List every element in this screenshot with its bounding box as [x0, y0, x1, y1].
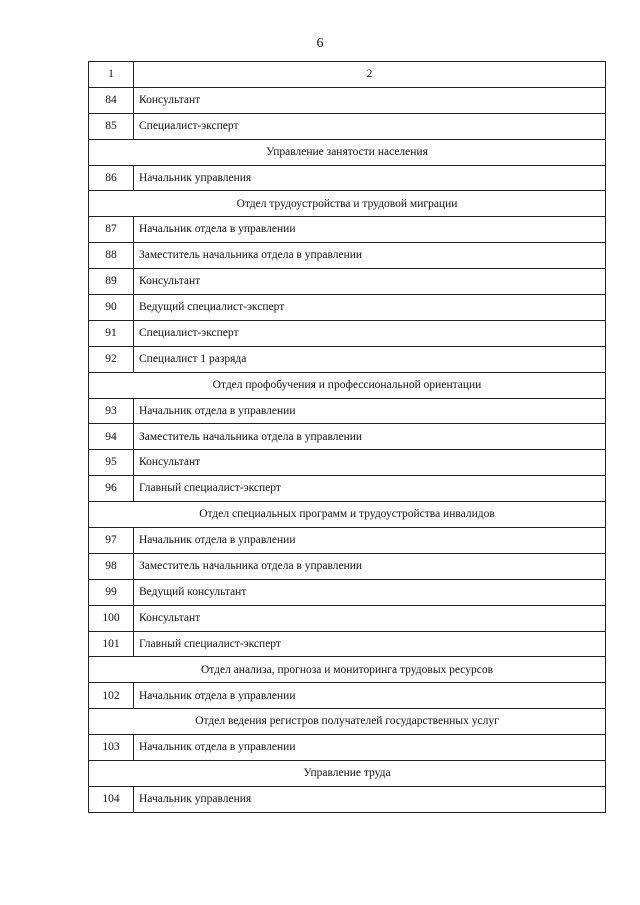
position-number: 84: [89, 87, 134, 113]
position-number: 94: [89, 424, 134, 450]
table-header-row: [89, 62, 606, 88]
position-title: Заместитель начальника отдела в управлении: [134, 243, 606, 269]
section-row: [89, 372, 606, 398]
table-row: [89, 424, 606, 450]
position-number: 89: [89, 269, 134, 295]
position-title: Начальник управления: [134, 165, 606, 191]
position-number: 85: [89, 113, 134, 139]
section-row: [89, 502, 606, 528]
column-number-header: 1: [89, 62, 134, 88]
table-row: [89, 295, 606, 321]
position-number: 88: [89, 243, 134, 269]
table-row: [89, 269, 606, 295]
positions-table-body: [89, 62, 606, 813]
table-row: [89, 528, 606, 554]
table-row: [89, 165, 606, 191]
table-row: [89, 579, 606, 605]
section-title: Отдел профобучения и профессиональной ориентации: [89, 372, 606, 398]
position-title: Начальник отдела в управлении: [134, 735, 606, 761]
section-title: Отдел ведения регистров получателей государственных услуг: [89, 709, 606, 735]
position-number: 102: [89, 683, 134, 709]
section-title: Управление труда: [89, 761, 606, 787]
position-title: Специалист 1 разряда: [134, 346, 606, 372]
position-number: 98: [89, 553, 134, 579]
position-title: Начальник отдела в управлении: [134, 217, 606, 243]
section-row: [89, 657, 606, 683]
position-number: 93: [89, 398, 134, 424]
section-title: Управление занятости населения: [89, 139, 606, 165]
table-row: [89, 217, 606, 243]
position-title: Начальник отдела в управлении: [134, 683, 606, 709]
position-number: 95: [89, 450, 134, 476]
position-title: Начальник отдела в управлении: [134, 528, 606, 554]
position-title: Ведущий специалист-эксперт: [134, 295, 606, 321]
table-row: [89, 113, 606, 139]
position-number: 96: [89, 476, 134, 502]
position-title: Консультант: [134, 87, 606, 113]
table-row: [89, 450, 606, 476]
position-title: Заместитель начальника отдела в управлении: [134, 553, 606, 579]
table-row: [89, 553, 606, 579]
table-row: [89, 735, 606, 761]
section-title: Отдел трудоустройства и трудовой миграции: [89, 191, 606, 217]
table-row: [89, 398, 606, 424]
section-row: [89, 139, 606, 165]
position-number: 97: [89, 528, 134, 554]
position-title: Консультант: [134, 450, 606, 476]
position-title: Начальник отдела в управлении: [134, 398, 606, 424]
position-number: 91: [89, 320, 134, 346]
position-title: Специалист-эксперт: [134, 113, 606, 139]
table-row: [89, 786, 606, 812]
section-title: Отдел анализа, прогноза и мониторинга трудовых ресурсов: [89, 657, 606, 683]
position-number: 100: [89, 605, 134, 631]
positions-table: [88, 61, 606, 813]
table-row: [89, 320, 606, 346]
table-row: [89, 605, 606, 631]
table-row: [89, 683, 606, 709]
position-title: Начальник управления: [134, 786, 606, 812]
table-row: [89, 87, 606, 113]
position-number: 87: [89, 217, 134, 243]
position-title: Главный специалист-эксперт: [134, 476, 606, 502]
position-number: 103: [89, 735, 134, 761]
position-title: Ведущий консультант: [134, 579, 606, 605]
position-title: Специалист-эксперт: [134, 320, 606, 346]
position-title: Главный специалист-эксперт: [134, 631, 606, 657]
page-number: 6: [316, 36, 324, 51]
section-row: [89, 709, 606, 735]
position-number: 86: [89, 165, 134, 191]
position-title: Консультант: [134, 605, 606, 631]
table-row: [89, 346, 606, 372]
table-row: [89, 476, 606, 502]
position-number: 92: [89, 346, 134, 372]
position-title: Консультант: [134, 269, 606, 295]
position-number: 104: [89, 786, 134, 812]
section-row: [89, 191, 606, 217]
position-number: 90: [89, 295, 134, 321]
position-number: 101: [89, 631, 134, 657]
position-title: Заместитель начальника отдела в управлении: [134, 424, 606, 450]
table-row: [89, 243, 606, 269]
section-title: Отдел специальных программ и трудоустройства инвалидов: [89, 502, 606, 528]
column-title-header: 2: [134, 62, 606, 88]
section-row: [89, 761, 606, 787]
table-row: [89, 631, 606, 657]
position-number: 99: [89, 579, 134, 605]
